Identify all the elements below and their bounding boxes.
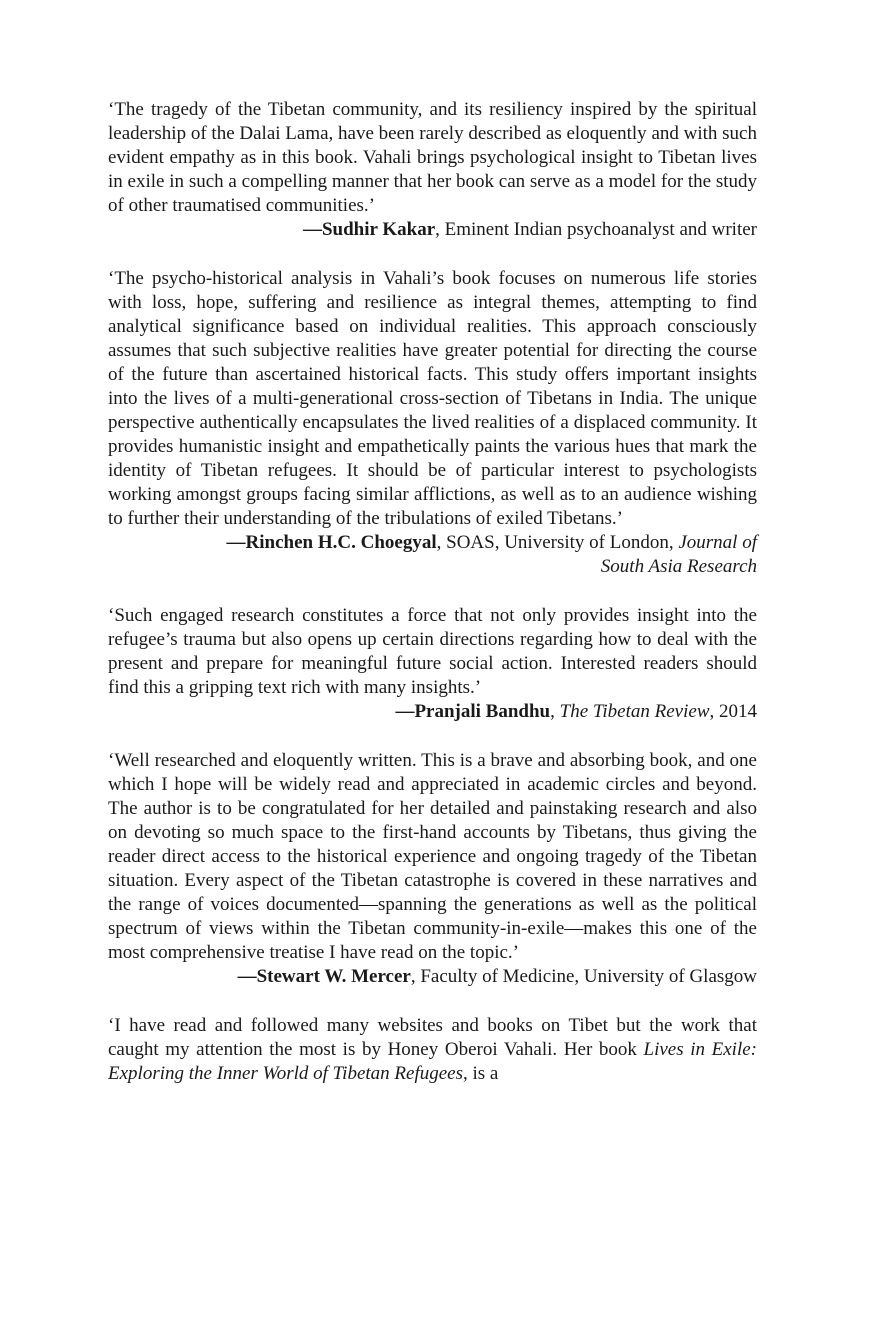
endorser-affiliation: , SOAS, University of London,: [436, 532, 679, 553]
quote-text-continued: , is a: [462, 1063, 499, 1084]
endorsement-block: [108, 749, 757, 989]
endorsement-block: [108, 604, 757, 724]
spacer: [108, 989, 757, 1014]
endorsement-quote: ‘The tragedy of the Tibetan community, and its resiliency inspired by the spiritual leadership of the Dalai Lama, have been rarely described as eloquently and with such evident empathy as in this book. Vahali brings psychological insight to Tibetan lives in exile in such a compelling manner that her book can serve as a model for the study of other traumatised communities.’: [108, 99, 757, 216]
endorsement-block: [108, 267, 757, 579]
endorsement-quote: ‘Well researched and eloquently written. This is a brave and absorbing book, and one which I hope will be widely read and appreciated in academic circles and beyond. The author is to be congratulated for her detailed and painstaking research and also on devoting so much space to the first-hand accounts by Tibetans, thus giving the reader direct access to the historical experience and ongoing tragedy of the Tibetan situation. Every aspect of the Tibetan catastrophe is covered in these narratives and the range of voices documented—spanning the generations as well as the political spectrum of views within the Tibetan community-in-exile—makes this one of the most comprehensive treatise I have read on the topic.’: [108, 750, 757, 963]
endorsement-attribution: [108, 531, 757, 579]
endorser-name: —Pranjali Bandhu: [395, 701, 551, 722]
endorsement-quote: [108, 1014, 757, 1086]
publication-title: Journal of: [678, 532, 757, 553]
endorsement-block: [108, 1014, 757, 1086]
endorser-affiliation: , Faculty of Medicine, University of Glasgow: [410, 966, 757, 987]
quote-text: ‘I have read and followed many websites and books on Tibet but the work that caught my attention the most is by Honey Oberoi Vahali. Her book: [108, 1015, 757, 1060]
endorsement-attribution: [108, 700, 757, 724]
endorser-name: —Sudhir Kakar: [302, 219, 436, 240]
publication-title-continued: South Asia Research: [600, 556, 757, 577]
endorser-name: —Rinchen H.C. Choegyal: [226, 532, 437, 553]
endorsement-attribution: [108, 218, 757, 242]
endorsement-attribution: [108, 965, 757, 989]
publication-title: The Tibetan Review: [559, 701, 710, 722]
endorsements-page: [108, 98, 757, 1086]
publication-year: , 2014: [709, 701, 757, 722]
endorsement-quote: ‘The psycho-historical analysis in Vahali’s book focuses on numerous life stories with loss, hope, suffering and resilience as integral themes, attempting to find analytical significance based on individual realities. This approach consciously assumes that such subjective realities have greater potential for directing the course of the future than ascertained historical facts. This study offers important insights into the lives of a multi-generational cross-section of Tibetans in India. The unique perspective authentically encapsulates the lived realities of a displaced community. It provides humanistic insight and empathetically paints the various hues that mark the identity of Tibetan refugees. It should be of particular interest to psychologists working amongst groups facing similar afflictions, as well as to an audience wishing to further their understanding of the tribulations of exiled Tibetans.’: [108, 268, 757, 529]
spacer: [108, 242, 757, 267]
endorser-affiliation: , Eminent Indian psychoanalyst and writer: [435, 219, 757, 240]
spacer: [108, 724, 757, 749]
endorsement-quote: ‘Such engaged research constitutes a force that not only provides insight into the refugee’s trauma but also opens up certain directions regarding how to deal with the present and prepare for meaningful future social action. Interested readers should find this a gripping text rich with many insights.’: [108, 605, 757, 698]
endorser-name: —Stewart W. Mercer: [237, 966, 411, 987]
book-title: Lives in Exile: Exploring the Inner World of Tibetan Refugees: [108, 1039, 757, 1084]
attribution-separator: ,: [550, 701, 560, 722]
spacer: [108, 579, 757, 604]
endorsement-block: [108, 98, 757, 242]
